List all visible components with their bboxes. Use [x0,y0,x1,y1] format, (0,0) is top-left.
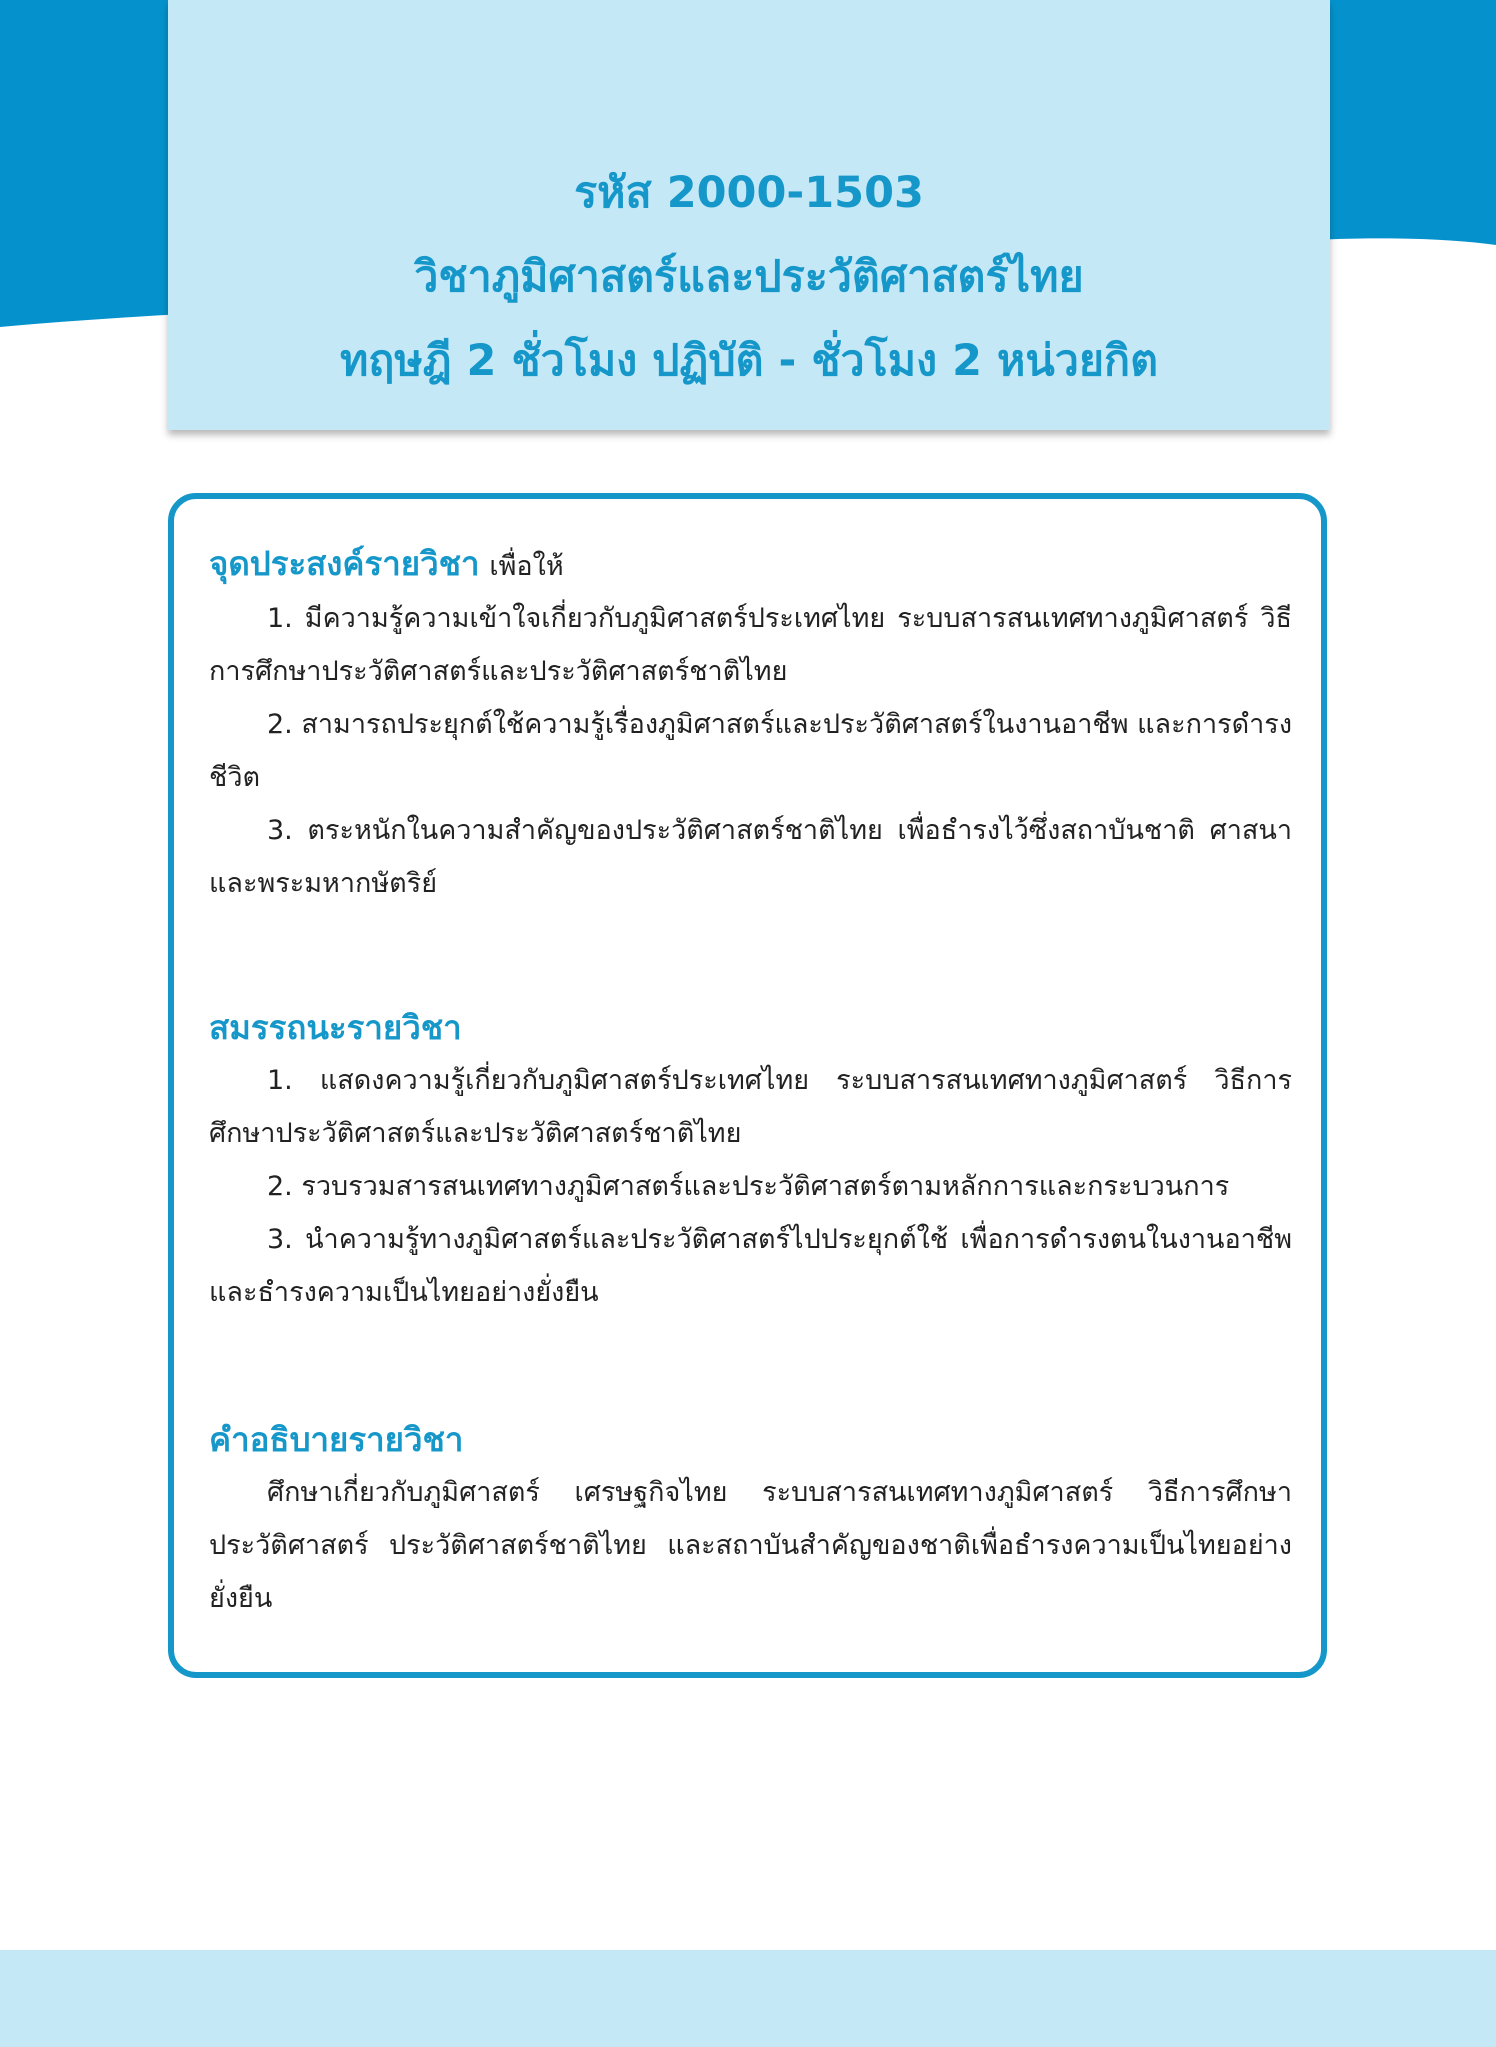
objectives-section [209,539,1292,910]
description-heading-line [209,1415,1292,1466]
objective-item-3: 3. ตระหนักในความสำคัญของประวัติศาสตร์ชาติไทย เพื่อธำรงไว้ซึ่งสถาบันชาติ ศาสนา และพระมหากษัตริย์ [209,815,1292,899]
objectives-heading: จุดประสงค์รายวิชา [209,544,480,583]
objectives-heading-suffix: เพื่อให้ [489,551,564,582]
objectives-heading-line [209,539,1292,592]
competency-item-3: 3. นำความรู้ทางภูมิศาสตร์และประวัติศาสตร์ไปประยุกต์ใช้ เพื่อการดำรงตนในงานอาชีพและธำรงความเป็นไทยอย่างยั่งยืน [209,1224,1292,1308]
content-box [168,493,1327,1678]
description-heading: คำอธิบายรายวิชา [209,1420,464,1459]
objective-item-2: 2. สามารถประยุกต์ใช้ความรู้เรื่องภูมิศาสตร์และประวัติศาสตร์ในงานอาชีพ และการดำรงชีวิต [209,709,1292,793]
competencies-heading: สมรรถนะรายวิชา [209,1008,462,1047]
course-title: วิชาภูมิศาสตร์และประวัติศาสตร์ไทย [414,252,1084,302]
competencies-section [209,1003,1292,1319]
bottom-band [0,1950,1496,2047]
competency-item-2: 2. รวบรวมสารสนเทศทางภูมิศาสตร์และประวัติศาสตร์ตามหลักการและกระบวนการ [267,1171,1230,1202]
course-code: รหัส 2000-1503 [574,168,924,218]
competency-item-1: 1. แสดงความรู้เกี่ยวกับภูมิศาสตร์ประเทศไทย ระบบสารสนเทศทางภูมิศาสตร์ วิธีการศึกษาประวัติศาสตร์และประวัติศาสตร์ชาติไทย [209,1065,1292,1149]
description-text: ศึกษาเกี่ยวกับภูมิศาสตร์ เศรษฐกิจไทย ระบบสารสนเทศทางภูมิศาสตร์ วิธีการศึกษาประวัติศาสตร์ ประวัติศาสตร์ชาติไทย และสถาบันสำคัญของชาติเพื่อธำรงความเป็นไทยอย่างยั่งยืน [209,1477,1292,1614]
objective-item-1: 1. มีความรู้ความเข้าใจเกี่ยวกับภูมิศาสตร์ประเทศไทย ระบบสารสนเทศทางภูมิศาสตร์ วิธีการศึกษาประวัติศาสตร์และประวัติศาสตร์ชาติไทย [209,603,1292,687]
header-card [168,0,1330,430]
competencies-heading-line [209,1003,1292,1054]
course-hours: ทฤษฎี 2 ชั่วโมง ปฏิบัติ - ชั่วโมง 2 หน่วยกิต [339,336,1159,386]
description-section [209,1415,1292,1625]
